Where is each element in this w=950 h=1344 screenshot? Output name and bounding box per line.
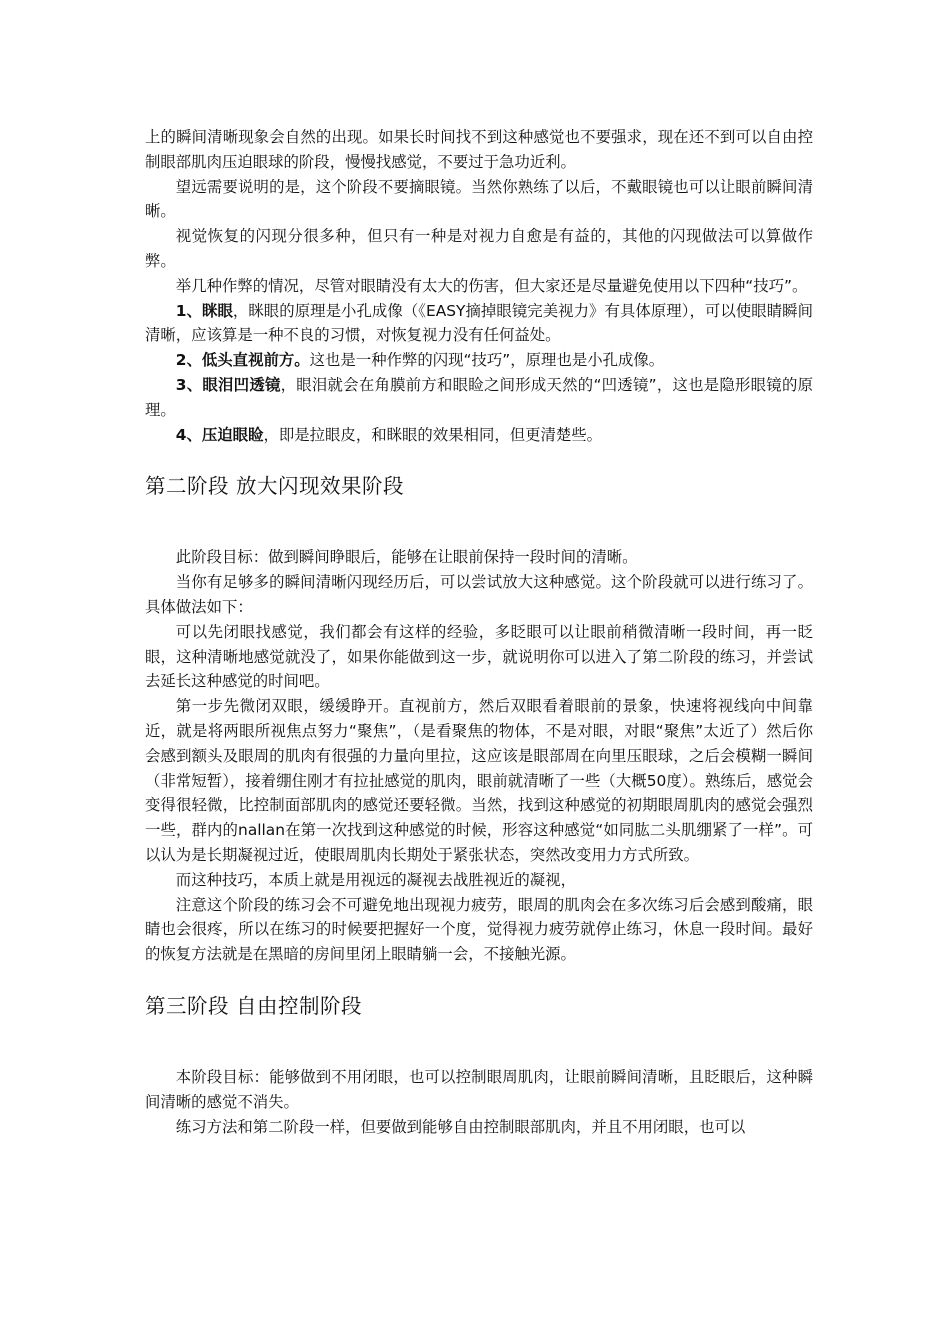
section-heading-stage-3: 第三阶段 自由控制阶段: [145, 993, 363, 1018]
trick-item-1: [145, 299, 813, 349]
spacer: [145, 501, 813, 545]
spacer: [145, 447, 813, 471]
trick-text: ，即是拉眼皮，和眯眼的效果相同，但更清楚些。: [263, 425, 603, 444]
trick-text: ，眼泪就会在角膜前方和眼睑之间形成天然的“凹透镜”，这也是隐形眼镜的原理。: [145, 375, 813, 419]
paragraph: 第一步先微闭双眼，缓缓睁开。直视前方，然后双眼看着眼前的景象，快速将视线向中间靠近，就是将两眼所视焦点努力“聚焦”，（是看聚焦的物体，不是对眼，对眼“聚焦”太近了）然后你会感到额头及眼周的肌肉有很强的力量向里拉，这应该是眼部周在向里压眼球，之后会模糊一瞬间（非常短暂），接着绷住刚才有拉扯感觉的肌肉，眼前就清晰了一些（大概50度）。熟练后，感觉会变得很轻微，比控制面部肌肉的感觉还要轻微。当然，找到这种感觉的初期眼周肌肉的感觉会强烈一些，群内的nallan在第一次找到这种感觉的时候，形容这种感觉“如同肱二头肌绷紧了一样”。可以认为是长期凝视过近，使眼周肌肉长期处于紧张状态，突然改变用力方式所致。: [145, 697, 813, 864]
spacer: [145, 967, 813, 991]
paragraph: 举几种作弊的情况，尽管对眼睛没有太大的伤害，但大家还是尽量避免使用以下四种“技巧”。: [175, 276, 808, 295]
trick-lead: 3、眼泪凹透镜: [175, 375, 281, 394]
trick-lead: 1、眯眼: [175, 301, 233, 320]
paragraph: 而这种技巧，本质上就是用视远的凝视去战胜视近的凝视，: [175, 870, 576, 889]
paragraph: 此阶段目标：做到瞬间睁眼后，能够在让眼前保持一段时间的清晰。: [175, 548, 638, 567]
paragraph: 注意这个阶段的练习会不可避免地出现视力疲劳，眼周的肌肉会在多次练习后会感到酸痛，眼睛也会很疼，所以在练习的时候要把握好一个度，觉得视力疲劳就停止练习，休息一段时间。最好的恢复方法就是在黑暗的房间里闭上眼睛躺一会，不接触光源。: [145, 895, 813, 964]
paragraph: 上的瞬间清晰现象会自然的出现。如果长时间找不到这种感觉也不要强求，现在还不到可以自由控制眼部肌肉压迫眼球的阶段，慢慢找感觉，不要过于急功近利。: [145, 128, 813, 171]
trick-text: 这也是一种作弊的闪现“技巧”，原理也是小孔成像。: [309, 351, 665, 370]
section-heading-stage-2: 第二阶段 放大闪现效果阶段: [145, 474, 405, 499]
trick-lead: 2、低头直视前方。: [175, 351, 310, 370]
paragraph: 可以先闭眼找感觉，我们都会有这样的经验，多眨眼可以让眼前稍微清晰一段时间，再一眨眼，这种清晰地感觉就没了，如果你能做到这一步，就说明你可以进入了第二阶段的练习，并尝试去延长这种感觉的时间吧。: [145, 622, 813, 691]
paragraph: 视觉恢复的闪现分很多种，但只有一种是对视力自愈是有益的，其他的闪现做法可以算做作弊。: [145, 227, 813, 270]
trick-item-4: [145, 423, 813, 448]
paragraph: 当你有足够多的瞬间清晰闪现经历后，可以尝试放大这种感觉。这个阶段就可以进行练习了。具体做法如下：: [145, 573, 813, 616]
paragraph: 本阶段目标：能够做到不用闭眼，也可以控制眼周肌肉，让眼前瞬间清晰，且眨眼后，这种瞬间清晰的感觉不消失。: [145, 1067, 813, 1111]
trick-text: ，眯眼的原理是小孔成像（《EASY摘掉眼镜完美视力》有具体原理），可以使眼睛瞬间清晰，应该算是一种不良的习惯，对恢复视力没有任何益处。: [145, 301, 813, 345]
trick-item-2: [145, 348, 813, 373]
paragraph: 望远需要说明的是，这个阶段不要摘眼镜。当然你熟练了以后，不戴眼镜也可以让眼前瞬间清晰。: [145, 177, 813, 221]
trick-lead: 4、压迫眼睑: [175, 425, 264, 444]
paragraph: 练习方法和第二阶段一样，但要做到能够自由控制眼部肌肉，并且不用闭眼，也可以: [175, 1117, 746, 1136]
trick-item-3: [145, 373, 813, 423]
spacer: [145, 1021, 813, 1065]
document-page: [145, 125, 813, 1139]
